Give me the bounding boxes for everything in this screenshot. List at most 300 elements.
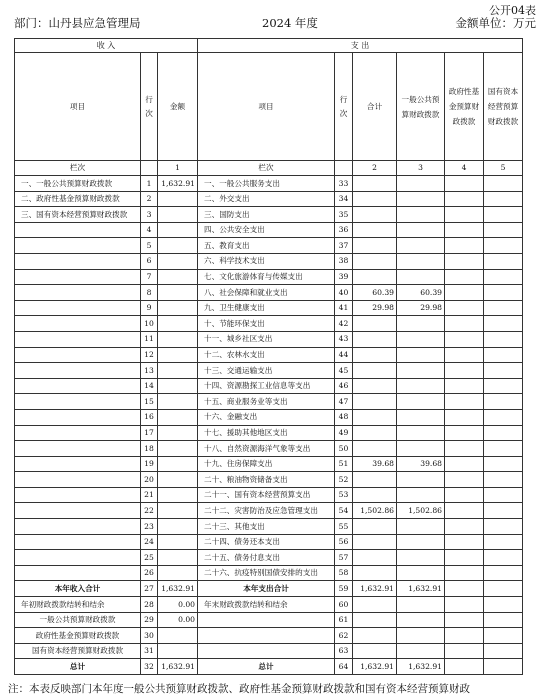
expense-item: 十一、城乡社区支出 [198,331,335,347]
expense-line-no: 43 [335,331,353,347]
expense-total [353,176,397,192]
expense-general-budget [397,316,445,332]
summary-row [15,643,523,659]
expense-line-no: 57 [335,550,353,566]
index-3: 3 [397,161,445,176]
table-row [15,534,523,550]
income-amount: 0.00 [158,597,198,613]
income-amount [158,191,198,207]
expense-state-capital [484,238,523,254]
expense-general-budget [397,425,445,441]
expense-total [353,441,397,457]
income-line-no: 11 [141,331,158,347]
income-item [15,253,141,269]
income-amount [158,285,198,301]
expense-gov-fund [445,363,484,379]
expense-state-capital [484,285,523,301]
expense-general-budget [397,207,445,223]
budget-table [14,38,523,675]
summary-row [15,612,523,628]
income-amount [158,565,198,581]
income-line-no: 32 [141,659,158,675]
index-label: 栏次 [15,161,141,176]
income-amount [158,456,198,472]
expense-general-budget [397,441,445,457]
expense-general-budget [397,269,445,285]
page-code: 公开04表 [489,4,536,17]
expense-line-no: 51 [335,456,353,472]
expense-total [353,550,397,566]
expense-general-budget [397,191,445,207]
expense-gov-fund [445,176,484,192]
expense-state-capital [484,643,523,659]
expense-line-no: 54 [335,503,353,519]
table-row [15,487,523,503]
income-item [15,347,141,363]
income-line-no: 9 [141,300,158,316]
income-item: 三、国有资本经营预算财政拨款 [15,207,141,223]
income-item [15,487,141,503]
income-amount [158,269,198,285]
expense-item: 六、科学技术支出 [198,253,335,269]
expense-gov-fund [445,503,484,519]
expense-line-no: 56 [335,534,353,550]
expense-gov-fund [445,612,484,628]
expense-state-capital [484,207,523,223]
expense-gov-fund [445,628,484,644]
expense-total [353,269,397,285]
expense-item: 四、公共安全支出 [198,222,335,238]
table-row [15,207,523,223]
income-line-no: 18 [141,441,158,457]
expense-state-capital [484,269,523,285]
income-item [15,222,141,238]
expense-line-no: 48 [335,409,353,425]
expense-general-budget [397,378,445,394]
expense-general-budget [397,534,445,550]
expense-general-budget [397,597,445,613]
expense-line-no: 59 [335,581,353,597]
expense-item: 三、国防支出 [198,207,335,223]
expense-state-capital [484,612,523,628]
table-row [15,331,523,347]
expense-item: 二十、粮油物资储备支出 [198,472,335,488]
expense-gov-fund [445,643,484,659]
expense-general-budget [397,628,445,644]
expense-line-no: 64 [335,659,353,675]
income-line-no: 15 [141,394,158,410]
expense-general-budget [397,253,445,269]
expense-gov-fund [445,347,484,363]
expense-state-capital [484,487,523,503]
col-expense-item: 项目 [198,53,335,161]
amount-unit: 金额单位：万元 [455,16,536,30]
expense-line-no: 50 [335,441,353,457]
expense-total: 60.39 [353,285,397,301]
expense-item: 九、卫生健康支出 [198,300,335,316]
expense-item: 二十一、国有资本经营预算支出 [198,487,335,503]
expense-general-budget [397,363,445,379]
income-amount [158,331,198,347]
income-line-no: 6 [141,253,158,269]
table-row [15,441,523,457]
expense-state-capital [484,659,523,675]
income-line-no: 2 [141,191,158,207]
income-amount [158,316,198,332]
expense-total [353,222,397,238]
income-item [15,534,141,550]
income-amount [158,347,198,363]
income-line-no: 13 [141,363,158,379]
income-item [15,285,141,301]
fiscal-year: 2024 年度 [262,16,318,30]
income-line-no: 27 [141,581,158,597]
income-item [15,550,141,566]
table-body [15,176,523,675]
expense-total: 1,502.86 [353,503,397,519]
expense-line-no: 46 [335,378,353,394]
expense-total [353,394,397,410]
expense-item: 二十六、抗疫特别国债安排的支出 [198,565,335,581]
index-1: 1 [158,161,198,176]
income-amount: 1,632.91 [158,581,198,597]
income-item: 总计 [15,659,141,675]
income-line-no: 8 [141,285,158,301]
table-row [15,519,523,535]
table-row [15,347,523,363]
summary-row [15,597,523,613]
expense-item: 五、教育支出 [198,238,335,254]
expense-state-capital [484,565,523,581]
expense-general-budget: 1,632.91 [397,659,445,675]
section-header-row [15,39,523,53]
report-header [14,15,536,31]
expense-line-no: 35 [335,207,353,223]
expense-gov-fund [445,456,484,472]
table-row [15,316,523,332]
income-item: 年初财政拨款结转和结余 [15,597,141,613]
expense-state-capital [484,519,523,535]
expense-gov-fund [445,238,484,254]
income-line-no: 5 [141,238,158,254]
table-row [15,409,523,425]
income-item [15,394,141,410]
income-line-no: 14 [141,378,158,394]
expense-item: 十五、商业服务业等支出 [198,394,335,410]
expense-gov-fund [445,409,484,425]
income-line-no: 28 [141,597,158,613]
expense-general-budget: 39.68 [397,456,445,472]
expense-total [353,565,397,581]
expense-gov-fund [445,581,484,597]
expense-gov-fund [445,659,484,675]
expense-state-capital [484,581,523,597]
col-income-amount: 金额 [158,53,198,161]
expense-item: 十六、金融支出 [198,409,335,425]
expense-general-budget [397,612,445,628]
table-row [15,565,523,581]
index-cell [335,161,353,176]
expense-line-no: 41 [335,300,353,316]
expense-state-capital [484,425,523,441]
expense-total [353,425,397,441]
expense-gov-fund [445,597,484,613]
expense-item: 十四、资源勘探工业信息等支出 [198,378,335,394]
expense-gov-fund [445,441,484,457]
income-line-no: 16 [141,409,158,425]
table-row [15,269,523,285]
expense-item: 年末财政拨款结转和结余 [198,597,335,613]
income-amount: 0.00 [158,612,198,628]
table-row [15,176,523,192]
expense-line-no: 39 [335,269,353,285]
expense-general-budget [397,222,445,238]
income-line-no: 26 [141,565,158,581]
income-amount [158,643,198,659]
expense-state-capital [484,394,523,410]
table-row [15,425,523,441]
expense-item [198,612,335,628]
index-cell [141,161,158,176]
income-item: 本年收入合计 [15,581,141,597]
income-item [15,316,141,332]
income-amount [158,503,198,519]
expense-line-no: 58 [335,565,353,581]
income-amount [158,550,198,566]
expense-state-capital [484,456,523,472]
expense-total [353,487,397,503]
col-state-capital: 国有资本经营预算财政拨款 [484,53,523,161]
income-item [15,425,141,441]
expense-state-capital [484,363,523,379]
expense-general-budget [397,565,445,581]
column-header-row [15,53,523,161]
summary-row [15,581,523,597]
expense-general-budget [397,409,445,425]
expense-total [353,238,397,254]
expense-total [353,643,397,659]
income-item [15,331,141,347]
income-line-no: 20 [141,472,158,488]
expense-total [353,519,397,535]
expense-state-capital [484,628,523,644]
expense-general-budget [397,519,445,535]
expense-gov-fund [445,316,484,332]
table-row [15,238,523,254]
expense-gov-fund [445,394,484,410]
expense-general-budget [397,394,445,410]
income-amount: 1,632.91 [158,659,198,675]
expense-total [353,191,397,207]
income-item: 一、一般公共预算财政拨款 [15,176,141,192]
expense-item: 二十五、债务付息支出 [198,550,335,566]
expense-state-capital [484,176,523,192]
expense-general-budget: 29.98 [397,300,445,316]
expense-state-capital [484,550,523,566]
expense-gov-fund [445,378,484,394]
expense-state-capital [484,253,523,269]
income-item [15,456,141,472]
income-item [15,378,141,394]
expense-gov-fund [445,519,484,535]
expense-total [353,253,397,269]
income-item: 国有资本经营预算财政拨款 [15,643,141,659]
expense-total: 1,632.91 [353,659,397,675]
expense-general-budget [397,487,445,503]
income-amount [158,394,198,410]
expense-line-no: 53 [335,487,353,503]
index-row [15,161,523,176]
income-amount [158,253,198,269]
expense-item [198,628,335,644]
income-line-no: 1 [141,176,158,192]
expense-total: 29.98 [353,300,397,316]
income-item [15,238,141,254]
expense-item: 十二、农林水支出 [198,347,335,363]
expense-line-no: 62 [335,628,353,644]
expense-line-no: 34 [335,191,353,207]
table-row [15,550,523,566]
expense-state-capital [484,378,523,394]
income-amount [158,378,198,394]
income-amount [158,519,198,535]
expense-item: 二十二、灾害防治及应急管理支出 [198,503,335,519]
col-gov-fund: 政府性基金预算财政拨款 [445,53,484,161]
expense-state-capital [484,441,523,457]
table-row [15,191,523,207]
income-section-header: 收 入 [15,39,198,53]
expense-gov-fund [445,269,484,285]
table-row [15,285,523,301]
expense-general-budget [397,176,445,192]
table-row [15,253,523,269]
expense-gov-fund [445,331,484,347]
summary-row [15,659,523,675]
expense-section-header: 支 出 [198,39,523,53]
table-row [15,456,523,472]
income-amount [158,238,198,254]
expense-state-capital [484,409,523,425]
income-item: 政府性基金预算财政拨款 [15,628,141,644]
income-line-no: 31 [141,643,158,659]
expense-state-capital [484,316,523,332]
income-item: 二、政府性基金预算财政拨款 [15,191,141,207]
col-expense-line: 行次 [335,53,353,161]
income-line-no: 10 [141,316,158,332]
expense-general-budget: 1,632.91 [397,581,445,597]
expense-general-budget [397,331,445,347]
expense-item: 二、外交支出 [198,191,335,207]
expense-line-no: 36 [335,222,353,238]
income-line-no: 12 [141,347,158,363]
expense-general-budget: 60.39 [397,285,445,301]
expense-gov-fund [445,300,484,316]
expense-gov-fund [445,565,484,581]
income-amount [158,425,198,441]
expense-gov-fund [445,191,484,207]
expense-state-capital [484,472,523,488]
expense-line-no: 42 [335,316,353,332]
income-item [15,269,141,285]
income-line-no: 3 [141,207,158,223]
income-item [15,363,141,379]
expense-total [353,597,397,613]
income-amount [158,300,198,316]
expense-item: 二十三、其他支出 [198,519,335,535]
table-row [15,300,523,316]
col-total: 合计 [353,53,397,161]
expense-state-capital [484,534,523,550]
expense-line-no: 47 [335,394,353,410]
income-item [15,503,141,519]
income-line-no: 24 [141,534,158,550]
income-line-no: 25 [141,550,158,566]
footnote: 注：本表反映部门本年度一般公共预算财政拨款、政府性基金预算财政拨款和国有资本经营预算财政 [8,683,470,695]
expense-item: 十三、交通运输支出 [198,363,335,379]
expense-general-budget [397,238,445,254]
expense-gov-fund [445,222,484,238]
income-line-no: 19 [141,456,158,472]
expense-line-no: 63 [335,643,353,659]
col-income-item: 项目 [15,53,141,161]
income-line-no: 21 [141,487,158,503]
income-line-no: 30 [141,628,158,644]
index-4: 4 [445,161,484,176]
income-amount [158,363,198,379]
table-row [15,378,523,394]
table-row [15,394,523,410]
table-row [15,222,523,238]
income-amount [158,628,198,644]
expense-gov-fund [445,550,484,566]
expense-line-no: 37 [335,238,353,254]
income-line-no: 23 [141,519,158,535]
col-general-budget: 一般公共预算财政拨款 [397,53,445,161]
income-item [15,441,141,457]
expense-item: 总计 [198,659,335,675]
table-row [15,363,523,379]
income-amount [158,472,198,488]
income-line-no: 22 [141,503,158,519]
table-row [15,472,523,488]
income-amount [158,207,198,223]
expense-gov-fund [445,207,484,223]
expense-item: 十八、自然资源海洋气象等支出 [198,441,335,457]
expense-total [353,378,397,394]
expense-total [353,628,397,644]
expense-state-capital [484,347,523,363]
expense-gov-fund [445,472,484,488]
income-amount [158,441,198,457]
expense-gov-fund [445,253,484,269]
income-amount [158,534,198,550]
expense-item: 十七、援助其他地区支出 [198,425,335,441]
expense-total [353,409,397,425]
department-name: 部门：山丹县应急管理局 [14,16,141,30]
expense-item: 七、文化旅游体育与传媒支出 [198,269,335,285]
expense-total [353,534,397,550]
expense-line-no: 44 [335,347,353,363]
expense-general-budget: 1,502.86 [397,503,445,519]
expense-item: 本年支出合计 [198,581,335,597]
income-line-no: 17 [141,425,158,441]
expense-item: 十九、住房保障支出 [198,456,335,472]
expense-state-capital [484,222,523,238]
expense-total: 1,632.91 [353,581,397,597]
expense-total [353,472,397,488]
expense-line-no: 55 [335,519,353,535]
expense-gov-fund [445,285,484,301]
